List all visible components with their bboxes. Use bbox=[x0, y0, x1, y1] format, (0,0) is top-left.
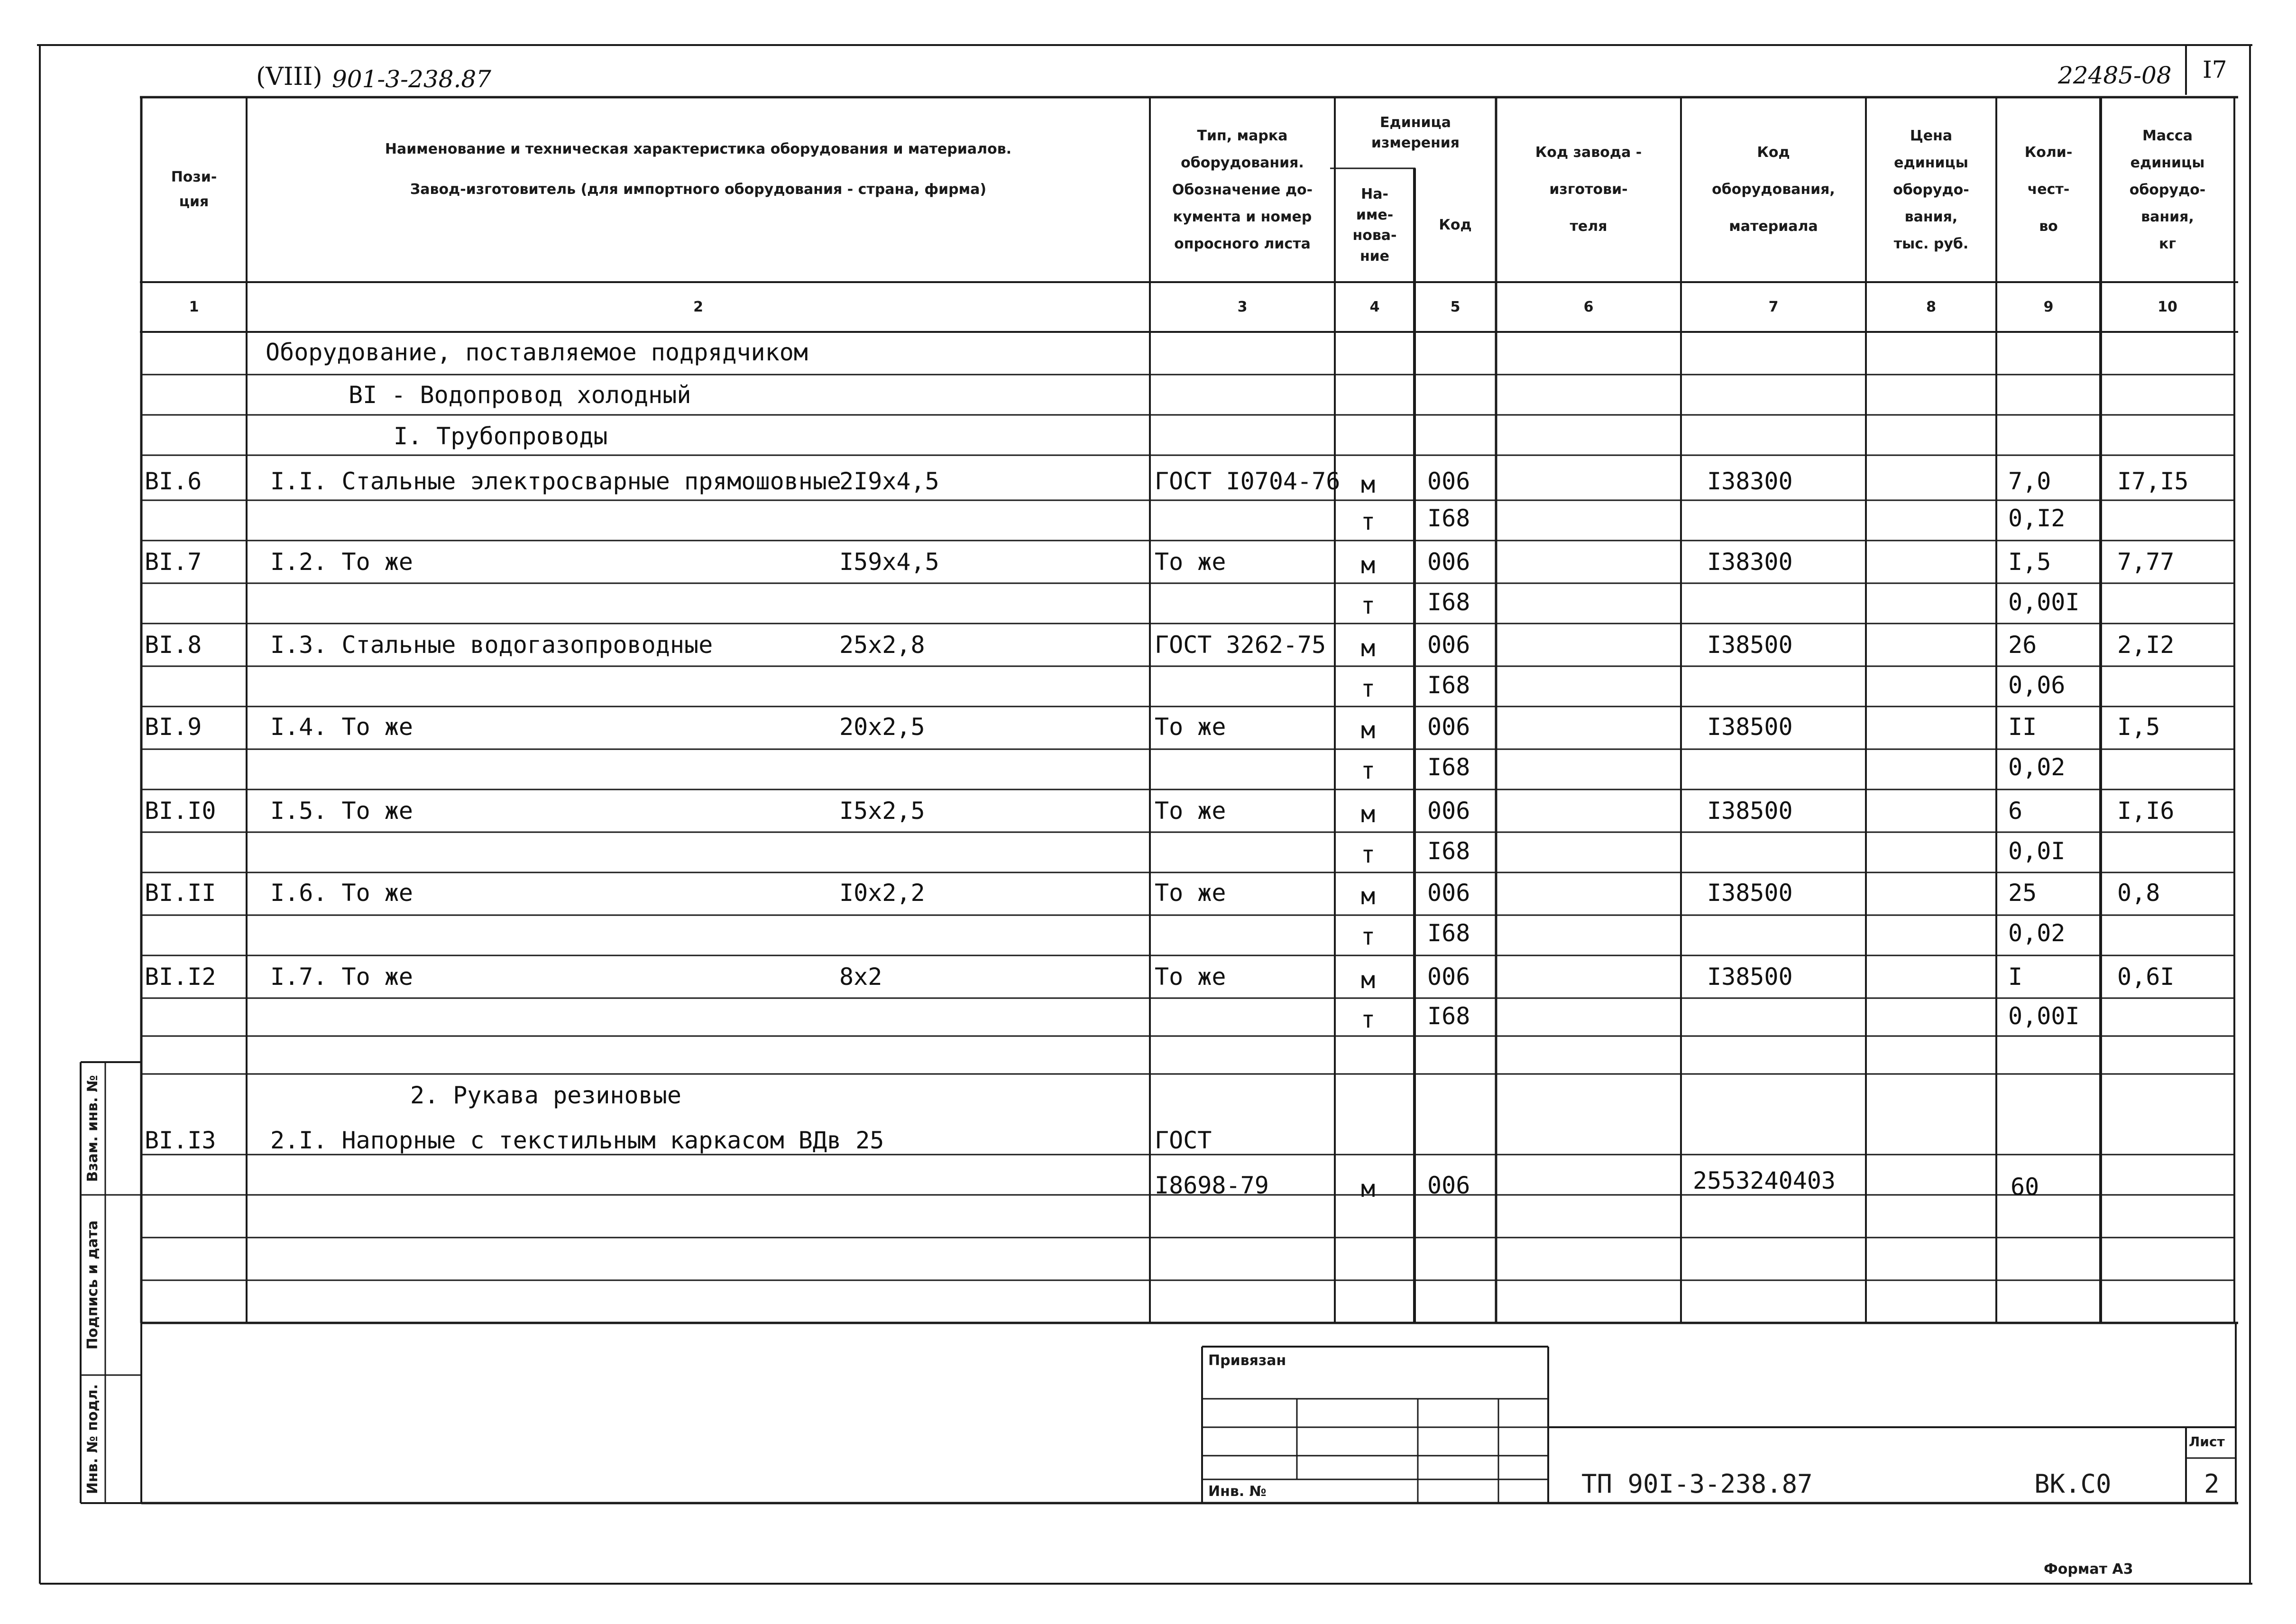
col-number-6: 6 bbox=[1583, 299, 1594, 315]
signature-date-label: Подпись и дата bbox=[84, 1220, 101, 1350]
row-quantity: 0,I2 bbox=[2008, 505, 2066, 532]
row-equipment-code: I38300 bbox=[1707, 548, 1793, 576]
row-unit-code: 006 bbox=[1427, 879, 1470, 907]
col-factory-code-header: Код завода - изготови- теля bbox=[1535, 144, 1642, 235]
row-quantity: 25 bbox=[2008, 879, 2037, 907]
row-document: То же bbox=[1155, 713, 1226, 741]
row-unit-code: 006 bbox=[1427, 797, 1470, 825]
col-equipment-code-header: Код оборудования, материала bbox=[1712, 144, 1835, 235]
row-unit: т bbox=[1361, 508, 1376, 535]
col-number-1: 1 bbox=[189, 299, 199, 315]
roman-section: (VIII) bbox=[256, 63, 322, 91]
col-quantity-header: Коли- чест- во bbox=[2024, 144, 2073, 235]
col-number-5: 5 bbox=[1450, 299, 1460, 315]
original-inventory-label: Инв. № подл. bbox=[84, 1384, 101, 1495]
row-name: I.5. То же bbox=[270, 797, 413, 825]
row-equipment-code: 2553240403 bbox=[1693, 1167, 1836, 1194]
row-name: I.4. То же bbox=[270, 713, 413, 741]
row-unit-code: I68 bbox=[1427, 671, 1470, 699]
row-document: То же bbox=[1155, 797, 1226, 825]
col-number-3: 3 bbox=[1237, 299, 1248, 315]
row-unit-code: 006 bbox=[1427, 548, 1470, 576]
row-mass: 0,6I bbox=[2117, 963, 2175, 991]
row-size: 25x2,8 bbox=[839, 631, 925, 659]
replaced-inventory-label: Взам. инв. № bbox=[84, 1075, 101, 1182]
row-mass: 7,77 bbox=[2117, 548, 2175, 576]
row-quantity: 60 bbox=[2011, 1173, 2039, 1201]
col-number-10: 10 bbox=[2158, 299, 2177, 315]
row-equipment-code: I38300 bbox=[1707, 468, 1793, 495]
row-quantity: 0,06 bbox=[2008, 671, 2066, 699]
row-document: То же bbox=[1155, 963, 1226, 991]
col-number-8: 8 bbox=[1926, 299, 1936, 315]
row-unit-code: 006 bbox=[1427, 468, 1470, 495]
row-unit-code: 006 bbox=[1427, 1172, 1470, 1199]
col-unit-header: Единица измерения bbox=[1371, 114, 1460, 151]
row-document: ГОСТ 3262-75 bbox=[1155, 631, 1326, 659]
col-unit-name-header: На- име- нова- ние bbox=[1352, 186, 1397, 265]
row-mass: I7,I5 bbox=[2117, 468, 2189, 495]
row-document: ГОСТ I0704-76 bbox=[1155, 468, 1341, 495]
row-position: BI.I2 bbox=[145, 963, 216, 991]
row-unit: т bbox=[1361, 923, 1376, 950]
row-position: BI.II bbox=[145, 879, 216, 907]
row-document: ГОСТ bbox=[1155, 1127, 1212, 1154]
col-name-header-line2: Завод-изготовитель (для импортного оборудования - страна, фирма) bbox=[410, 181, 987, 198]
inventory-number: 22485-08 bbox=[2058, 62, 2172, 89]
row-unit: м bbox=[1361, 800, 1376, 828]
sheet-label: Лист bbox=[2189, 1434, 2225, 1450]
col-type-header: Тип, марка оборудования. Обозначение до- кумента и номер опросного листа bbox=[1172, 127, 1313, 252]
sheet-number: 2 bbox=[2204, 1469, 2220, 1499]
col-name-header-line1: Наименование и техническая характеристика оборудования и материалов. bbox=[385, 141, 1012, 157]
row-name: I.2. То же bbox=[270, 548, 413, 576]
row-equipment-code: I38500 bbox=[1707, 797, 1793, 825]
row-unit-code: 006 bbox=[1427, 963, 1470, 991]
col-name-header bbox=[247, 97, 1150, 282]
row-document: То же bbox=[1155, 879, 1226, 907]
row-quantity: I,5 bbox=[2008, 548, 2051, 576]
row-name: I.6. То же bbox=[270, 879, 413, 907]
document-code: ТП 90I-3-238.87 bbox=[1581, 1469, 1813, 1499]
row-quantity: 0,00I bbox=[2008, 1002, 2080, 1030]
row-unit: т bbox=[1361, 675, 1376, 702]
row-name: I.7. То же bbox=[270, 963, 413, 991]
row-mass: 0,8 bbox=[2117, 879, 2160, 907]
row-position: BI.I0 bbox=[145, 797, 216, 825]
col-unit-code-header: Код bbox=[1439, 216, 1472, 233]
row-unit: м bbox=[1361, 716, 1376, 744]
row-quantity: 7,0 bbox=[2008, 468, 2051, 495]
row-unit-code: 006 bbox=[1427, 631, 1470, 659]
row-document: То же bbox=[1155, 548, 1226, 576]
row-unit-code: I68 bbox=[1427, 1002, 1470, 1030]
row-mass: I,I6 bbox=[2117, 797, 2175, 825]
row-size: 2I9x4,5 bbox=[839, 468, 939, 495]
row-unit-code: I68 bbox=[1427, 588, 1470, 616]
row-name: I.I. Стальные электросварные прямошовные bbox=[270, 468, 842, 495]
row-quantity: I bbox=[2008, 963, 2023, 991]
row-unit: м bbox=[1361, 471, 1376, 498]
col-price-header: Цена единицы оборудо- вания, тыс. руб. bbox=[1893, 127, 1969, 252]
inventory-number-label: Инв. № bbox=[1208, 1483, 1267, 1500]
row-position: BI.6 bbox=[145, 468, 202, 495]
row-mass: I,5 bbox=[2117, 713, 2160, 741]
row-quantity: 0,02 bbox=[2008, 753, 2066, 781]
doc-reference: 901-3-238.87 bbox=[332, 65, 491, 93]
col-number-7: 7 bbox=[1768, 299, 1779, 315]
paper-format-label: Формат А3 bbox=[2044, 1561, 2133, 1578]
row-unit-code: I68 bbox=[1427, 919, 1470, 947]
row-unit: м bbox=[1361, 634, 1376, 662]
row-quantity: 0,0I bbox=[2008, 837, 2066, 865]
row-name: 2.I. Напорные с текстильным каркасом ВДв 25 bbox=[270, 1127, 884, 1154]
col-number-4: 4 bbox=[1369, 299, 1380, 315]
row-quantity: II bbox=[2008, 713, 2037, 741]
row-unit: м bbox=[1361, 551, 1376, 579]
col-position-header: Пози- ция bbox=[171, 168, 217, 210]
row-unit: т bbox=[1361, 592, 1376, 619]
row-unit: т bbox=[1361, 841, 1376, 868]
col-mass-header: Масса единицы оборудо- вания, кг bbox=[2129, 127, 2206, 252]
page-corner-number: I7 bbox=[2203, 56, 2227, 83]
section-heading: 2. Рукава резиновые bbox=[410, 1082, 681, 1109]
row-unit-code: I68 bbox=[1427, 753, 1470, 781]
row-position: BI.9 bbox=[145, 713, 202, 741]
row-size: 8x2 bbox=[839, 963, 882, 991]
section-heading: BI - Водопровод холодный bbox=[349, 381, 691, 409]
row-equipment-code: I38500 bbox=[1707, 631, 1793, 659]
row-unit-code: I68 bbox=[1427, 837, 1470, 865]
attached-stamp-label: Привязан bbox=[1208, 1352, 1286, 1369]
section-heading: Оборудование, поставляемое подрядчиком bbox=[266, 339, 808, 366]
row-size: 20x2,5 bbox=[839, 713, 925, 741]
section-heading: I. Трубопроводы bbox=[394, 422, 608, 450]
document-mark: ВК.С0 bbox=[2034, 1469, 2112, 1499]
row-equipment-code: I38500 bbox=[1707, 879, 1793, 907]
row-quantity: 26 bbox=[2008, 631, 2037, 659]
row-unit: м bbox=[1361, 1175, 1376, 1202]
row-position: BI.I3 bbox=[145, 1127, 216, 1154]
col-number-2: 2 bbox=[693, 299, 703, 315]
row-position: BI.8 bbox=[145, 631, 202, 659]
col-number-9: 9 bbox=[2043, 299, 2054, 315]
row-equipment-code: I38500 bbox=[1707, 713, 1793, 741]
row-unit: м bbox=[1361, 882, 1376, 910]
row-unit-code: 006 bbox=[1427, 713, 1470, 741]
row-unit: м bbox=[1361, 966, 1376, 994]
row-quantity: 0,00I bbox=[2008, 588, 2080, 616]
row-mass: 2,I2 bbox=[2117, 631, 2175, 659]
row-name: I.3. Стальные водогазопроводные bbox=[270, 631, 713, 659]
row-size: I59x4,5 bbox=[839, 548, 939, 576]
row-unit: т bbox=[1361, 757, 1376, 784]
row-unit: т bbox=[1361, 1006, 1376, 1033]
row-unit-code: I68 bbox=[1427, 505, 1470, 532]
row-equipment-code: I38500 bbox=[1707, 963, 1793, 991]
row-position: BI.7 bbox=[145, 548, 202, 576]
row-document: I8698-79 bbox=[1155, 1172, 1269, 1199]
row-size: I5x2,5 bbox=[839, 797, 925, 825]
row-quantity: 6 bbox=[2008, 797, 2023, 825]
row-size: I0x2,2 bbox=[839, 879, 925, 907]
row-quantity: 0,02 bbox=[2008, 919, 2066, 947]
